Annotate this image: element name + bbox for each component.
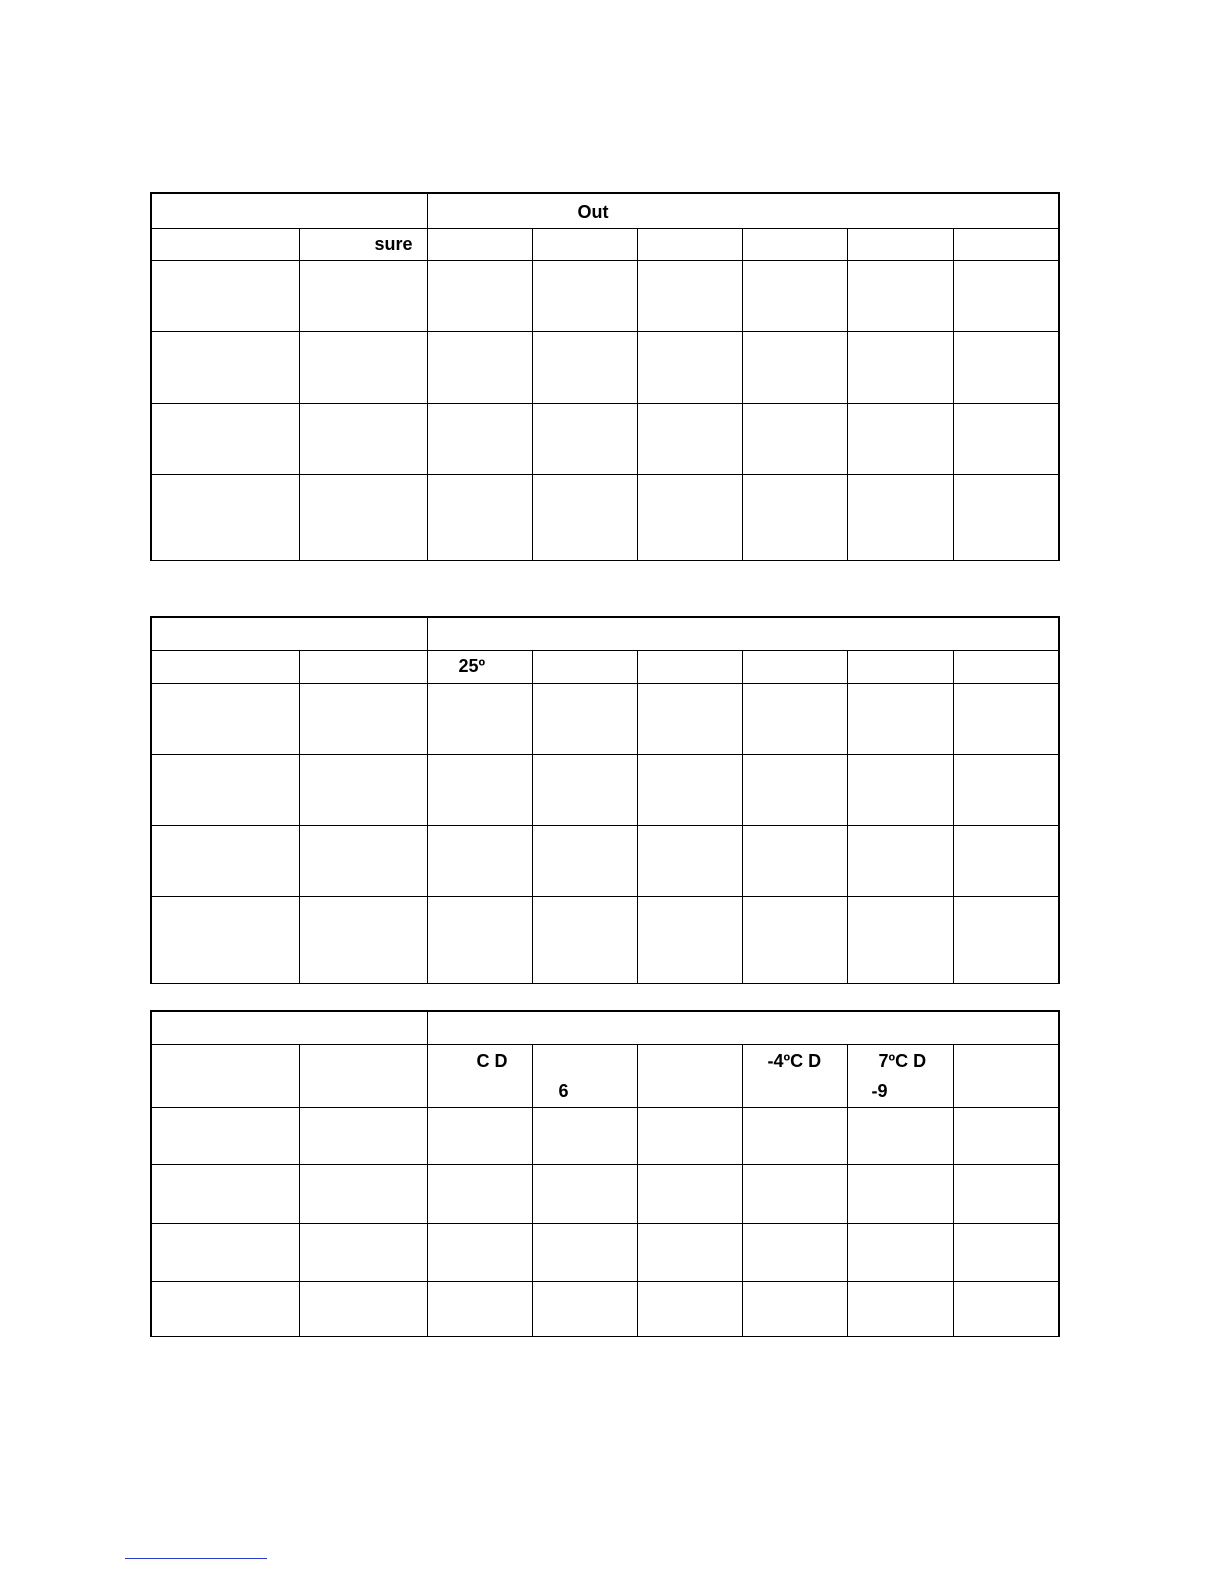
table-cell [637, 825, 742, 896]
table-cell [847, 683, 953, 754]
subheader-cell [637, 229, 742, 261]
header-span-cell [427, 193, 1059, 229]
table-cell [847, 332, 953, 404]
table-cell [953, 261, 1059, 332]
table-cell [427, 1281, 532, 1336]
table-cell [847, 1281, 953, 1336]
subheader-cell [742, 1044, 847, 1107]
table-cell [637, 754, 742, 825]
table-cell [151, 261, 299, 332]
table-cell [953, 683, 1059, 754]
subheader-cell [427, 650, 532, 683]
table-row [151, 825, 1059, 896]
table-row [151, 1164, 1059, 1223]
table-cell [637, 1223, 742, 1281]
table-cell [953, 1164, 1059, 1223]
table-cell [427, 475, 532, 561]
table-cell [847, 896, 953, 983]
table-cell [637, 683, 742, 754]
table-row [151, 1281, 1059, 1336]
footnote-separator-rule [125, 1558, 267, 1559]
table-cell [953, 754, 1059, 825]
data-table-1 [150, 192, 1060, 561]
subheader-cell [151, 650, 299, 683]
header-span-cell [427, 617, 1059, 650]
table-row [151, 332, 1059, 404]
table-cell [847, 825, 953, 896]
table-cell [637, 896, 742, 983]
table-cell [151, 896, 299, 983]
table-cell [151, 754, 299, 825]
table-row [151, 683, 1059, 754]
table-cell [532, 825, 637, 896]
table-cell [427, 825, 532, 896]
table-cell [532, 754, 637, 825]
subheader-cell [151, 1044, 299, 1107]
table-cell [427, 1164, 532, 1223]
subheader-label: 25º [458, 655, 486, 676]
table-cell [742, 404, 847, 475]
table-cell [532, 1281, 637, 1336]
table-cell [299, 896, 427, 983]
table-cell [637, 261, 742, 332]
table-cell [637, 332, 742, 404]
table-row [151, 1107, 1059, 1164]
table-cell [637, 1281, 742, 1336]
table-cell [532, 404, 637, 475]
subheader-label: C D [476, 1050, 508, 1071]
table-cell [637, 475, 742, 561]
table-cell [953, 1223, 1059, 1281]
table-cell [637, 404, 742, 475]
table-cell [151, 332, 299, 404]
table-cell [847, 1223, 953, 1281]
table-cell [532, 332, 637, 404]
table-cell [151, 825, 299, 896]
table-cell [742, 1107, 847, 1164]
table-cell [742, 1164, 847, 1223]
subheader-cell [953, 650, 1059, 683]
table-cell [637, 1164, 742, 1223]
table-cell [427, 754, 532, 825]
table-cell [427, 683, 532, 754]
table-cell [151, 1281, 299, 1336]
table-cell [532, 261, 637, 332]
table-cell [532, 1223, 637, 1281]
subheader-cell [953, 229, 1059, 261]
subheader-cell [299, 1044, 427, 1107]
subheader-cell [532, 229, 637, 261]
table-cell [953, 896, 1059, 983]
subheader-label: 6 [558, 1080, 569, 1101]
subheader-label: 7ºC D [878, 1050, 927, 1071]
table-cell [532, 896, 637, 983]
subheader-cell [637, 1044, 742, 1107]
subheader-cell [299, 650, 427, 683]
subheader-cell [637, 650, 742, 683]
subheader-cell [151, 229, 299, 261]
table-cell [151, 1223, 299, 1281]
table-cell [742, 754, 847, 825]
subheader-cell [847, 229, 953, 261]
header-blank-cell [151, 1011, 427, 1044]
table-cell [847, 754, 953, 825]
table-cell [427, 1107, 532, 1164]
table-cell [637, 1107, 742, 1164]
subheader-cell [532, 650, 637, 683]
table-cell [742, 1223, 847, 1281]
header-blank-cell [151, 617, 427, 650]
table-cell [151, 1107, 299, 1164]
table-cell [151, 683, 299, 754]
table-cell [742, 261, 847, 332]
header-blank-cell [151, 193, 427, 229]
table-cell [299, 754, 427, 825]
subheader-cell [427, 229, 532, 261]
table-cell [151, 1164, 299, 1223]
table-cell [532, 1164, 637, 1223]
table-cell [151, 404, 299, 475]
data-table-2 [150, 616, 1060, 984]
table-cell [953, 475, 1059, 561]
table-cell [847, 1164, 953, 1223]
table-cell [299, 261, 427, 332]
table-cell [299, 475, 427, 561]
subheader-label: -4ºC D [767, 1050, 822, 1071]
table-cell [742, 825, 847, 896]
table-cell [742, 683, 847, 754]
table-cell [953, 404, 1059, 475]
table-cell [427, 332, 532, 404]
table-cell [427, 896, 532, 983]
table-cell [299, 1281, 427, 1336]
table-row [151, 754, 1059, 825]
data-table-3 [150, 1010, 1060, 1337]
subheader-cell [742, 650, 847, 683]
header-span-cell [427, 1011, 1059, 1044]
table-cell [742, 896, 847, 983]
subheader-label: -9 [871, 1080, 888, 1101]
subheader-label: sure [374, 234, 413, 254]
table-cell [742, 475, 847, 561]
table-row [151, 404, 1059, 475]
subheader-cell [953, 1044, 1059, 1107]
subheader-cell [532, 1044, 637, 1107]
table-cell [151, 475, 299, 561]
table-cell [427, 1223, 532, 1281]
table-cell [847, 475, 953, 561]
table-cell [299, 332, 427, 404]
subheader-cell [299, 229, 427, 261]
subheader-cell [427, 1044, 532, 1107]
table-cell [299, 825, 427, 896]
subheader-cell [847, 650, 953, 683]
table-cell [742, 1281, 847, 1336]
table-row [151, 896, 1059, 983]
table-cell [953, 1107, 1059, 1164]
table-cell [532, 475, 637, 561]
subheader-cell [742, 229, 847, 261]
table-cell [427, 261, 532, 332]
table-row [151, 1223, 1059, 1281]
table-cell [742, 332, 847, 404]
table-cell [299, 1223, 427, 1281]
table-cell [427, 404, 532, 475]
table-cell [953, 825, 1059, 896]
table-row [151, 475, 1059, 561]
table-cell [299, 404, 427, 475]
table-cell [847, 261, 953, 332]
table-cell [299, 1164, 427, 1223]
table-cell [532, 683, 637, 754]
subheader-cell [847, 1044, 953, 1107]
table-cell [847, 1107, 953, 1164]
table-row [151, 261, 1059, 332]
header-span-label: Out [577, 202, 609, 222]
table-cell [953, 1281, 1059, 1336]
table-cell [953, 332, 1059, 404]
table-cell [299, 683, 427, 754]
table-cell [532, 1107, 637, 1164]
table-cell [299, 1107, 427, 1164]
table-cell [847, 404, 953, 475]
